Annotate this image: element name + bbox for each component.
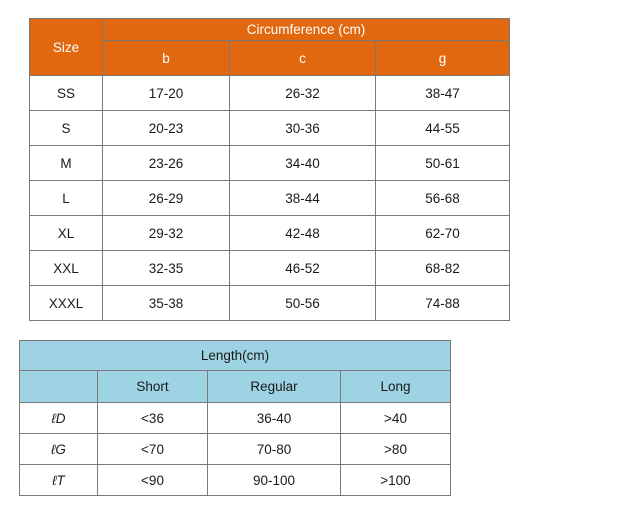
- row-c: 42-48: [230, 216, 376, 251]
- row-g: 74-88: [376, 286, 510, 321]
- length-header-row: [20, 341, 451, 371]
- row-g: 68-82: [376, 251, 510, 286]
- subheader-regular: Regular: [208, 371, 341, 403]
- table-row: [20, 465, 451, 496]
- row-c: 46-52: [230, 251, 376, 286]
- row-c: 26-32: [230, 76, 376, 111]
- table-row: [20, 403, 451, 434]
- row-c: 34-40: [230, 146, 376, 181]
- length-corner-cell: [20, 371, 98, 403]
- row-g: 38-47: [376, 76, 510, 111]
- subheader-c: c: [230, 41, 376, 76]
- table-row: [20, 434, 451, 465]
- row-regular: 36-40: [208, 403, 341, 434]
- subheader-g: g: [376, 41, 510, 76]
- row-g: 62-70: [376, 216, 510, 251]
- circumference-table: [29, 18, 510, 321]
- row-c: 38-44: [230, 181, 376, 216]
- length-group-header: Length(cm): [20, 341, 451, 371]
- row-b: 23-26: [103, 146, 230, 181]
- table-row: [30, 146, 510, 181]
- row-b: 20-23: [103, 111, 230, 146]
- row-size: SS: [30, 76, 103, 111]
- row-short: <36: [98, 403, 208, 434]
- row-g: 50-61: [376, 146, 510, 181]
- subheader-short: Short: [98, 371, 208, 403]
- row-size: L: [30, 181, 103, 216]
- length-table: [19, 340, 451, 496]
- row-size: M: [30, 146, 103, 181]
- row-long: >80: [341, 434, 451, 465]
- subheader-b: b: [103, 41, 230, 76]
- table-row: [30, 216, 510, 251]
- row-short: <70: [98, 434, 208, 465]
- row-b: 29-32: [103, 216, 230, 251]
- row-size: XL: [30, 216, 103, 251]
- row-size: XXXL: [30, 286, 103, 321]
- circumference-table-container: [29, 18, 510, 321]
- row-b: 17-20: [103, 76, 230, 111]
- row-short: <90: [98, 465, 208, 496]
- row-label: ℓT: [20, 465, 98, 496]
- row-c: 50-56: [230, 286, 376, 321]
- row-regular: 70-80: [208, 434, 341, 465]
- row-label: ℓD: [20, 403, 98, 434]
- table-row: [30, 181, 510, 216]
- circumference-group-header: Circumference (cm): [103, 19, 510, 41]
- row-g: 56-68: [376, 181, 510, 216]
- row-c: 30-36: [230, 111, 376, 146]
- length-table-container: [19, 340, 451, 496]
- table-row: [30, 76, 510, 111]
- row-long: >100: [341, 465, 451, 496]
- row-size: XXL: [30, 251, 103, 286]
- length-subheader-row: [20, 371, 451, 403]
- subheader-long: Long: [341, 371, 451, 403]
- row-regular: 90-100: [208, 465, 341, 496]
- table-row: [30, 251, 510, 286]
- table-row: [30, 286, 510, 321]
- row-long: >40: [341, 403, 451, 434]
- row-b: 26-29: [103, 181, 230, 216]
- row-size: S: [30, 111, 103, 146]
- row-g: 44-55: [376, 111, 510, 146]
- table-row: [30, 111, 510, 146]
- table-header-row: [30, 19, 510, 41]
- row-b: 35-38: [103, 286, 230, 321]
- row-label: ℓG: [20, 434, 98, 465]
- size-header-cell: Size: [30, 19, 103, 76]
- row-b: 32-35: [103, 251, 230, 286]
